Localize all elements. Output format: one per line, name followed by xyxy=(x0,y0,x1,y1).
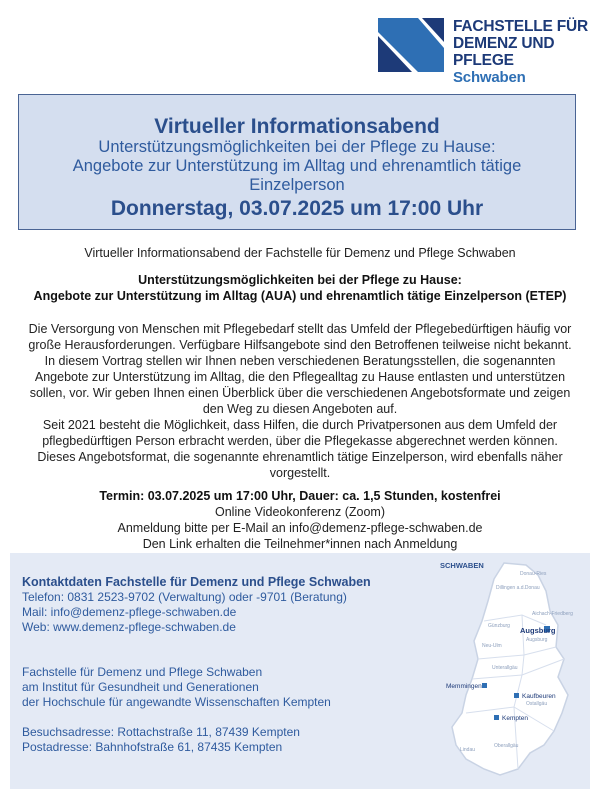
description-line: Angebote zur Unterstützung im Alltag, die den Pflegealltag zu Hause entlasten und unterstützen xyxy=(34,370,566,384)
description-line: sollen, vor. Wir geben Ihnen einen Überblick über die verschiedenen Angebotsformate und zeigen xyxy=(29,386,571,400)
map-region-label: Günzburg xyxy=(488,623,510,629)
contact-title: Kontaktdaten Fachstelle für Demenz und Pflege Schwaben xyxy=(22,575,371,589)
event-termin: Termin: 03.07.2025 um 17:00 Uhr, Dauer: ca. 1,5 Stunden, kostenfrei xyxy=(99,489,501,503)
description-line: Seit 2021 besteht die Möglichkeit, dass Hilfen, die durch Privatpersonen aus dem Umfeld der xyxy=(42,418,558,432)
org-line: der Hochschule für angewandte Wissenschaften Kempten xyxy=(22,695,331,709)
description-line: große Herausforderungen. Verfügbare Hilfsangebote sind den Betroffenen teilweise nicht bekannt. xyxy=(28,338,572,352)
brand-logo xyxy=(378,14,593,86)
city-marker-kempten xyxy=(494,715,499,720)
event-header-box xyxy=(18,94,576,230)
logo-mark-icon xyxy=(378,18,444,72)
description-line: Die Versorgung von Menschen mit Pflegebedarf stellt das Umfeld der Pflegebedürftigen häufig vor xyxy=(28,322,572,336)
event-format: Online Videokonferenz (Zoom) xyxy=(215,505,385,519)
subject-heading xyxy=(10,272,590,304)
logo-line-2: DEMENZ UND PFLEGE xyxy=(453,35,555,69)
event-subtitle-line: Angebote zur Unterstützung im Alltag und ehrenamtlich tätige xyxy=(72,157,522,175)
description-line: Dieses Angebotsformat, die sogenannte ehrenamtlich tätige Einzelperson, wird ebenfalls näher xyxy=(37,450,563,464)
event-date: Donnerstag, 03.07.2025 um 17:00 Uhr xyxy=(110,197,484,220)
description-line: pflegbedürftigen Person erbracht werden, über die Pflegekasse abgerechnet werden können. xyxy=(42,434,558,448)
map-region-label: Donau-Ries xyxy=(520,571,547,577)
city-marker-kaufbeuren xyxy=(514,693,519,698)
subject-line-1: Unterstützungsmöglichkeiten bei der Pflege zu Hause: xyxy=(138,273,462,287)
map-region-label: Unterallgäu xyxy=(492,665,518,671)
event-details xyxy=(10,488,590,552)
logo-line-1: FACHSTELLE FÜR xyxy=(453,18,588,35)
event-subtitle-line: Einzelperson xyxy=(249,176,345,194)
map-region-label: Augsburg xyxy=(526,637,548,643)
description-line: In diesem Vortrag stellen wir Ihnen neben verschiedenen Beratungsstellen, die sogenannten xyxy=(44,354,556,368)
map-region-label: Oberallgäu xyxy=(494,743,519,749)
city-label-memmingen: Memmingen xyxy=(446,683,482,690)
subject-line-2: Angebote zur Unterstützung im Alltag (AUA) und ehrenamtlich tätige Einzelperson (ETEP) xyxy=(33,289,567,303)
post-address: Postadresse: Bahnhofstraße 61, 87435 Kempten xyxy=(22,740,283,754)
map-region-label: Aichach-Friedberg xyxy=(532,611,573,617)
contact-panel xyxy=(10,553,590,789)
contact-phone: Telefon: 0831 2523-9702 (Verwaltung) oder -9701 (Beratung) xyxy=(22,590,347,604)
org-line: Fachstelle für Demenz und Pflege Schwaben xyxy=(22,665,263,679)
intro-text: Virtueller Informationsabend der Fachstelle für Demenz und Pflege Schwaben xyxy=(84,246,516,260)
logo-line-3: Schwaben xyxy=(453,69,526,86)
logo-wordmark xyxy=(453,18,593,86)
schwaben-map xyxy=(426,555,586,785)
event-link-note: Den Link erhalten die Teilnehmer*innen nach Anmeldung xyxy=(142,537,458,551)
city-marker-memmingen xyxy=(482,683,487,688)
org-line: am Institut für Gesundheit und Generationen xyxy=(22,680,259,694)
contact-block xyxy=(22,575,402,755)
map-title: SCHWABEN xyxy=(440,561,484,570)
contact-web[interactable]: Web: www.demenz-pflege-schwaben.de xyxy=(22,620,236,634)
description-line: den Weg zu diesen Angeboten auf. xyxy=(202,402,398,416)
city-label-augsburg: Augsburg xyxy=(520,626,556,635)
map-region-label: Lindau xyxy=(460,747,476,753)
map-region-label: Ostallgäu xyxy=(526,701,548,707)
city-label-kaufbeuren: Kaufbeuren xyxy=(522,693,556,700)
event-registration: Anmeldung bitte per E-Mail an info@demenz-pflege-schwaben.de xyxy=(117,521,483,535)
map-region-label: Neu-Ulm xyxy=(482,643,502,649)
event-subtitle xyxy=(39,138,555,195)
event-title: Virtueller Informationsabend xyxy=(154,115,440,138)
description-paragraph xyxy=(16,321,584,481)
city-label-kempten: Kempten xyxy=(502,715,529,722)
event-subtitle-line: Unterstützungsmöglichkeiten bei der Pflege zu Hause: xyxy=(98,138,496,156)
contact-mail[interactable]: Mail: info@demenz-pflege-schwaben.de xyxy=(22,605,237,619)
map-region-label: Dillingen a.d.Donau xyxy=(496,585,540,591)
visit-address: Besuchsadresse: Rottachstraße 11, 87439 Kempten xyxy=(22,725,300,739)
description-line: vorgestellt. xyxy=(269,466,331,480)
